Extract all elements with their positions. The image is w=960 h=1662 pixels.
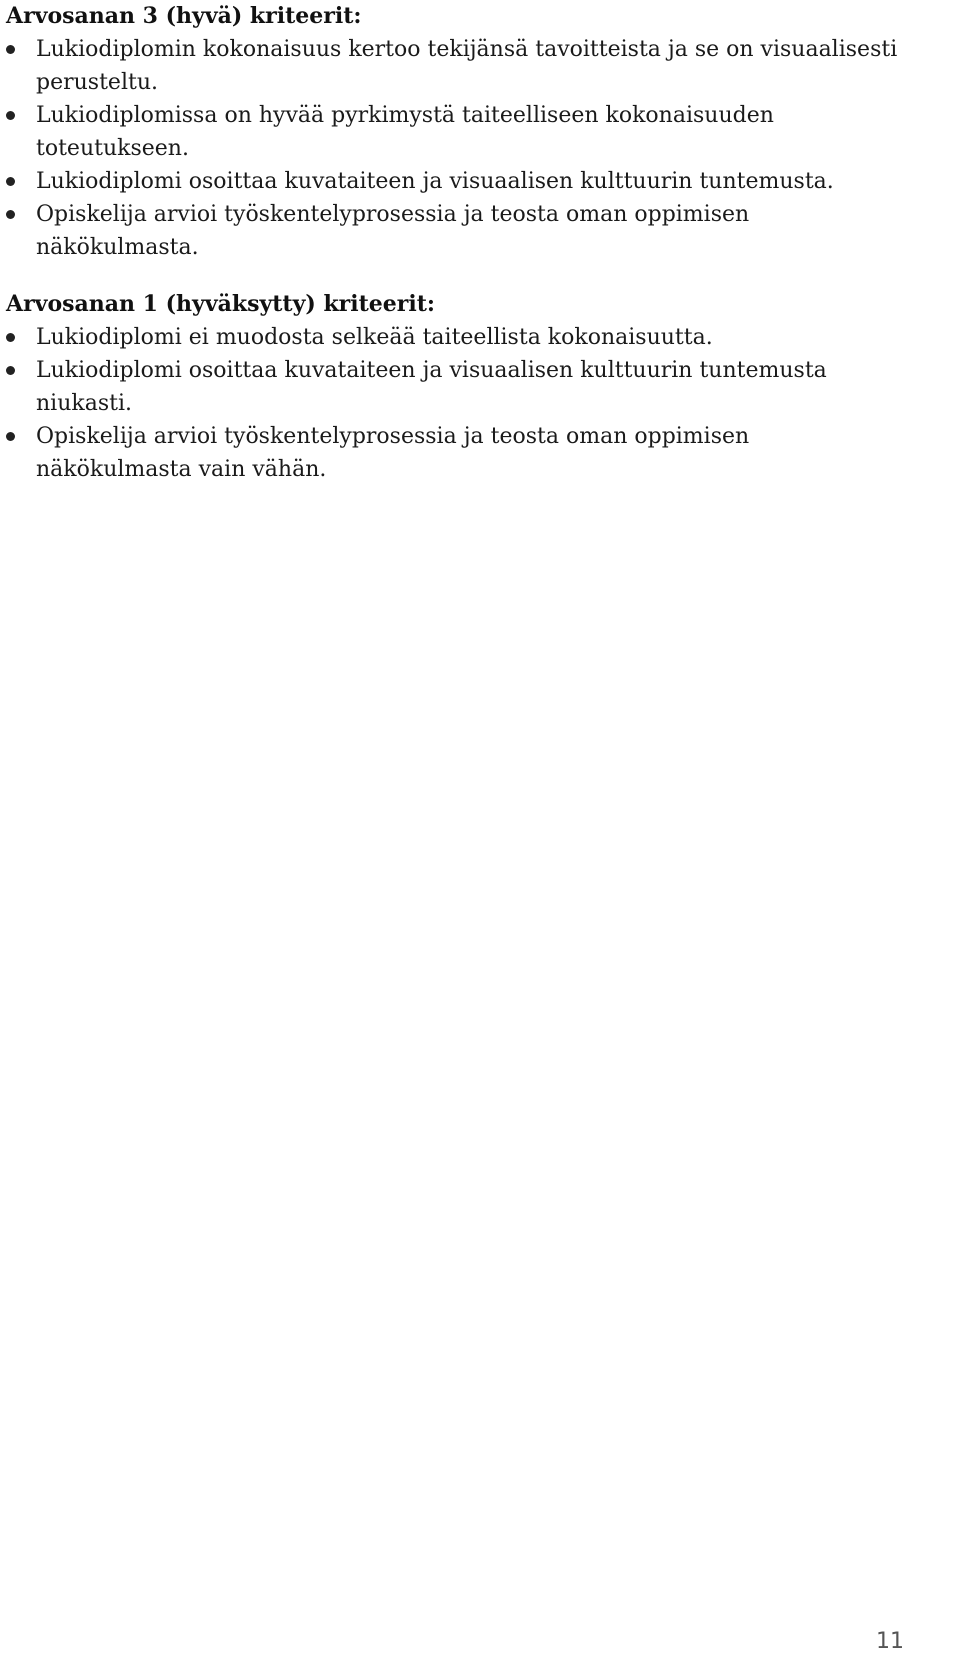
bullet-icon (6, 432, 15, 441)
list-item (6, 198, 906, 264)
criteria-text: Lukiodiplomissa on hyvää pyrkimystä taiteelliseen kokonaisuuden toteutukseen. (36, 103, 774, 161)
grade-1-section (6, 288, 906, 486)
list-item (6, 354, 906, 420)
list-item (6, 420, 906, 486)
list-item (6, 165, 906, 198)
criteria-text: Lukiodiplomi osoittaa kuvataiteen ja visuaalisen kulttuurin tuntemusta niukasti. (36, 358, 827, 416)
list-item (6, 321, 906, 354)
bullet-icon (6, 333, 15, 342)
criteria-text: Opiskelija arvioi työskentelyprosessia ja teosta oman oppimisen näkökulmasta vain vähän. (36, 424, 750, 482)
bullet-icon (6, 210, 15, 219)
document-page (6, 0, 906, 486)
bullet-icon (6, 177, 15, 186)
grade-1-criteria-list (6, 321, 906, 486)
bullet-icon (6, 111, 15, 120)
list-item (6, 99, 906, 165)
list-item (6, 33, 906, 99)
bullet-icon (6, 45, 15, 54)
criteria-text: Lukiodiplomi osoittaa kuvataiteen ja visuaalisen kulttuurin tuntemusta. (36, 169, 834, 194)
grade-3-criteria-list (6, 33, 906, 264)
bullet-icon (6, 366, 15, 375)
grade-1-heading: Arvosanan 1 (hyväksytty) kriteerit: (6, 291, 436, 317)
grade-3-section (6, 0, 906, 264)
page-number: 11 (876, 1629, 904, 1654)
criteria-text: Lukiodiplomi ei muodosta selkeää taiteellista kokonaisuutta. (36, 325, 713, 350)
criteria-text: Opiskelija arvioi työskentelyprosessia ja teosta oman oppimisen näkökulmasta. (36, 202, 750, 260)
criteria-text: Lukiodiplomin kokonaisuus kertoo tekijänsä tavoitteista ja se on visuaalisesti perusteltu. (36, 37, 898, 95)
grade-3-heading: Arvosanan 3 (hyvä) kriteerit: (6, 3, 362, 29)
